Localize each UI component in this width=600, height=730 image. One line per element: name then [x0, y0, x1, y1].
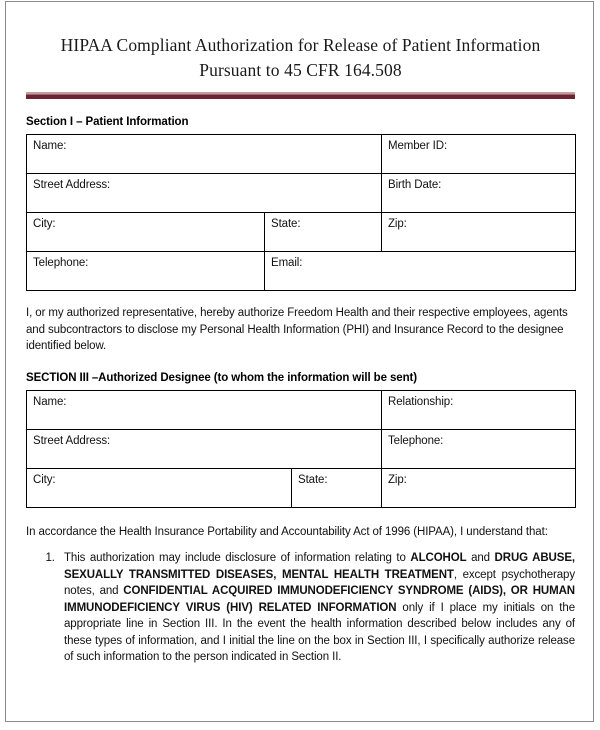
accordance-paragraph: In accordance the Health Insurance Portability and Accountability Act of 1996 (HIPAA), I understand that:: [26, 525, 548, 538]
title-line-1: HIPAA Compliant Authorization for Release of Patient Information: [60, 35, 541, 55]
designee-field-label-telephone[interactable]: Telephone:: [382, 429, 576, 468]
field-label-member-id[interactable]: Member ID:: [382, 135, 576, 174]
rule-main-band: [26, 95, 575, 99]
term-1-bold-3: CONFIDENTIAL ACQUIRED IMMUNODEFICIENCY SYNDROME (AIDS), OR HUMAN IMMUNODEFICIENCY VIRUS (HIV) RELATED INFORMATION: [64, 585, 575, 614]
designee-field-label-name[interactable]: Name:: [27, 390, 382, 429]
field-label-zip[interactable]: Zip:: [382, 213, 576, 252]
designee-field-label-zip[interactable]: Zip:: [382, 468, 576, 507]
term-1-part-3: , except psychotherapy notes, and: [64, 568, 575, 597]
page-content: [26, 2, 575, 666]
designee-field-label-city[interactable]: City:: [27, 468, 292, 507]
designee-field-label-street-address[interactable]: Street Address:: [27, 429, 382, 468]
authorization-paragraph: I, or my authorized representative, hereby authorize Freedom Health and their respective employees, agents and subcontractors to disclose my Personal Health Information (PHI) and Insurance Record to the designee identified below.: [26, 307, 568, 352]
term-1-bold-2: DRUG ABUSE, SEXUALLY TRANSMITTED DISEASES, MENTAL HEALTH TREATMENT: [64, 552, 575, 581]
field-label-city[interactable]: City:: [27, 213, 265, 252]
term-1-part-2: and: [466, 552, 495, 564]
designee-field-label-relationship[interactable]: Relationship:: [382, 390, 576, 429]
term-1-bold-1: ALCOHOL: [410, 552, 467, 564]
terms-list: [26, 550, 575, 666]
field-label-birth-date[interactable]: Birth Date:: [382, 174, 576, 213]
term-1-part-1: This authorization may include disclosure of information relating to: [64, 552, 411, 564]
list-item: [58, 550, 575, 666]
title-line-2: Pursuant to 45 CFR 164.508: [199, 60, 402, 80]
authorized-designee-table: [26, 390, 576, 508]
section-three-heading: SECTION III –Authorized Designee (to whom the information will be sent): [26, 371, 417, 384]
table-row: [27, 468, 576, 507]
field-label-state[interactable]: State:: [265, 213, 382, 252]
field-label-email[interactable]: Email:: [265, 252, 576, 291]
table-row: [27, 252, 576, 291]
field-label-name[interactable]: Name:: [27, 135, 382, 174]
field-label-street-address[interactable]: Street Address:: [27, 174, 382, 213]
field-label-telephone[interactable]: Telephone:: [27, 252, 265, 291]
patient-information-table: [26, 134, 576, 291]
term-1-part-4: only if I place my initials on the appropriate line in Section III. In the event the health information described below includes any of these types of information, and I initial the line on the box in Section III, I specifically authorize release of such information to the person indicated in Section II.: [64, 601, 575, 663]
table-row: [27, 429, 576, 468]
page-title: [26, 2, 575, 83]
document-page: [5, 1, 594, 722]
section-one-heading: Section I – Patient Information: [26, 116, 189, 128]
header-divider-rule: [26, 92, 575, 99]
designee-field-label-state[interactable]: State:: [292, 468, 382, 507]
table-row: [27, 174, 576, 213]
table-row: [27, 135, 576, 174]
table-row: [27, 390, 576, 429]
table-row: [27, 213, 576, 252]
